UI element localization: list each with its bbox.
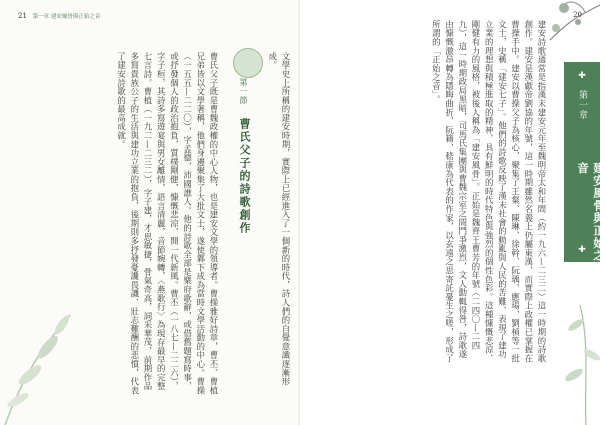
running-header: [18, 12, 100, 20]
plant-decoration-icon: [556, 265, 600, 425]
section-title: 曹氏父子的詩歌創作: [238, 118, 251, 235]
left-intro-paragraph: 文學史上所稱的建安時期，實際上已經進入了一個新的時代，詩人們的自覺意識逐漸形成。: [267, 52, 291, 387]
chapter-ornament-bottom-icon: ✚: [578, 245, 586, 255]
running-head-title: 第一章 建安風骨與正始之音: [32, 14, 101, 20]
section-number: 第一節: [239, 78, 248, 105]
left-body-text: [45, 52, 220, 397]
left-intro-text: [252, 52, 292, 402]
right-page: [300, 0, 606, 425]
page-number-right: 20: [573, 11, 582, 19]
chapter-title-bar: [564, 62, 606, 262]
page-number-left: 21: [18, 12, 27, 20]
right-paragraph: 建安詩歌通常是指漢末建安元年至魏明帝太和年間（約一九六—二三二）這一時期的詩歌創作。建安是漢獻帝劉協的年號，這一時期雖然名義上仍屬東漢，而實際上政權已掌握在曹操手中。建安以曹操父子為核心，聚集了王粲、陳琳、徐幹、阮瑀、應瑒、劉楨等一批文士，史稱「建安七子」。他們的詩歌反映了漢末社會的動亂與人民的苦難，表現了建功立業的理想與積極進取的精神，具有鮮明的時代特色與強烈的個性色彩。這種慷慨悲涼、剛健有力的風格，被後人稱為「建安風骨」。正始是魏齊王曹芳的年號（二四〇—二四九），這一時期政局黑暗，司馬氏集團與曹魏宗室之間鬥爭激烈，文人動輒得咎，詩歌遂由慷慨激昂轉為隱晦曲折，阮籍、嵇康為代表的作家，以玄遠之思寄託憂生之嗟，形成了所謂的「正始之音」。: [431, 20, 547, 363]
chapter-number: 第一章: [577, 90, 587, 120]
left-paragraph: 曹氏父子既是曹魏政權的中心人物，也是建安文學的領導者。曹操雅好詩章，曹丕、曹植兄弟皆以文學著稱，他們身邊聚集了大批文士，遂使鄴下成為當時文學活動的中心。曹操（一五五—二二〇），字孟德，沛國譙人。他的詩歌全部是樂府歌辭，或借舊題寫時事，或抒發個人的政治抱負，質樸剛健，慷慨悲涼，開一代新風。曹丕（一八七—二二六），字子桓，其詩多寫遊宴與男女離情，語言清麗，音節婉轉，〈燕歌行〉為現存最早的完整七言詩。曹植（一九二—二三二），字子建，才思敏捷，骨氣奇高，詞采華茂，前期作品多寫貴族公子的生活與建功立業的抱負，後期則多抒發憂讒畏譏、壯志難酬的悲憤，代表了建安詩歌的最高成就。: [116, 52, 219, 395]
left-page: [0, 0, 300, 425]
chapter-title: 建安風骨與正始之音: [576, 162, 606, 262]
chapter-ornament-icon: ✚: [578, 71, 586, 81]
right-body-text: [308, 20, 548, 365]
